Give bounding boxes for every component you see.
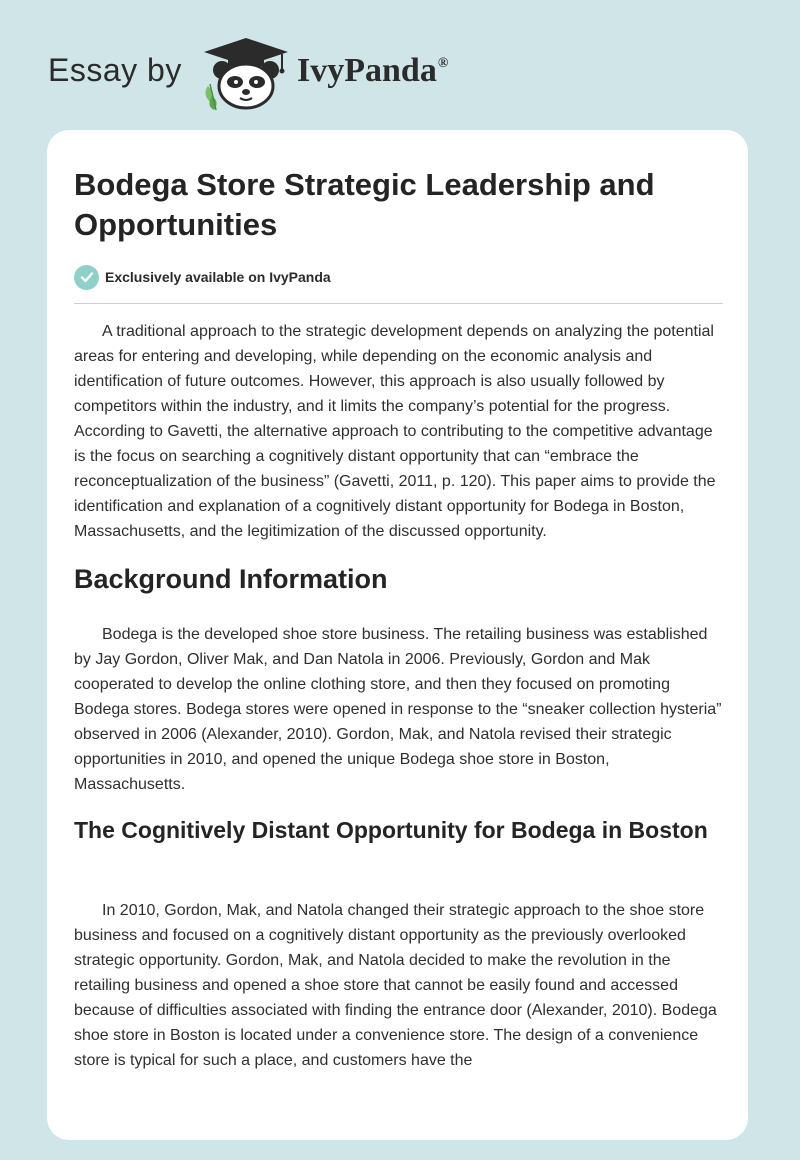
check-icon bbox=[74, 265, 99, 290]
exclusive-badge bbox=[74, 264, 331, 290]
title-divider bbox=[74, 303, 723, 304]
essay-by-label: Essay by bbox=[48, 52, 182, 88]
ivypanda-logo-icon[interactable] bbox=[198, 36, 294, 110]
background-paragraph: Bodega is the developed shoe store business. The retailing business was established by Jay Gordon, Oliver Mak, and Dan Natola in 2006. Previously, Gordon and Mak cooperated to develop the online clothing store, and then they focused on promoting Bodega stores. Bodega stores were opened in response to the “sneaker collection hysteria” observed in 2006 (Alexander, 2010). Gordon, Mak, and Natola revised their strategic opportunities in 2010, and opened the unique Bodega shoe store in Boston, Massachusetts. bbox=[74, 626, 722, 793]
opportunity-paragraph: In 2010, Gordon, Mak, and Natola changed their strategic approach to the shoe store business and focused on a cognitively distant opportunity as the previously overlooked strategic opportunity. Gordon, Mak, and Natola decided to make the revolution in the retailing business and opened a shoe store that cannot be easily found and accessed because of difficulties associated with finding the entrance door (Alexander, 2010). Bodega shoe store in Boston is located under a convenience store. The design of a convenience store is typical for such a place, and customers have the bbox=[74, 902, 717, 1069]
exclusive-badge-text: Exclusively available on IvyPanda bbox=[105, 269, 331, 285]
registered-mark: ® bbox=[437, 56, 449, 71]
intro-paragraph: A traditional approach to the strategic development depends on analyzing the potential areas for entering and developing, while depending on the economic analysis and identification of future outcomes. However, this approach is also usually followed by competitors within the industry, and it limits the company’s potential for the progress. According to Gavetti, the alternative approach to contributing to the competitive advantage is the focus on searching a cognitively distant opportunity that can “embrace the reconceptualization of the business” (Gavetti, 2011, p. 120). This paper aims to provide the identification and explanation of a cognitively distant opportunity for Bodega in Boston, Massachusetts, and the legitimization of the discussed opportunity. bbox=[74, 323, 716, 540]
brand-name: IvyPanda bbox=[297, 52, 437, 89]
article-title: Bodega Store Strategic Leadership and Opportunities bbox=[74, 167, 655, 242]
site-header bbox=[0, 0, 800, 120]
article-card bbox=[47, 130, 748, 1140]
section-heading-opportunity: The Cognitively Distant Opportunity for Bodega in Boston bbox=[74, 817, 708, 843]
ivypanda-brand[interactable] bbox=[297, 52, 448, 90]
section-heading-background: Background Information bbox=[74, 564, 388, 594]
